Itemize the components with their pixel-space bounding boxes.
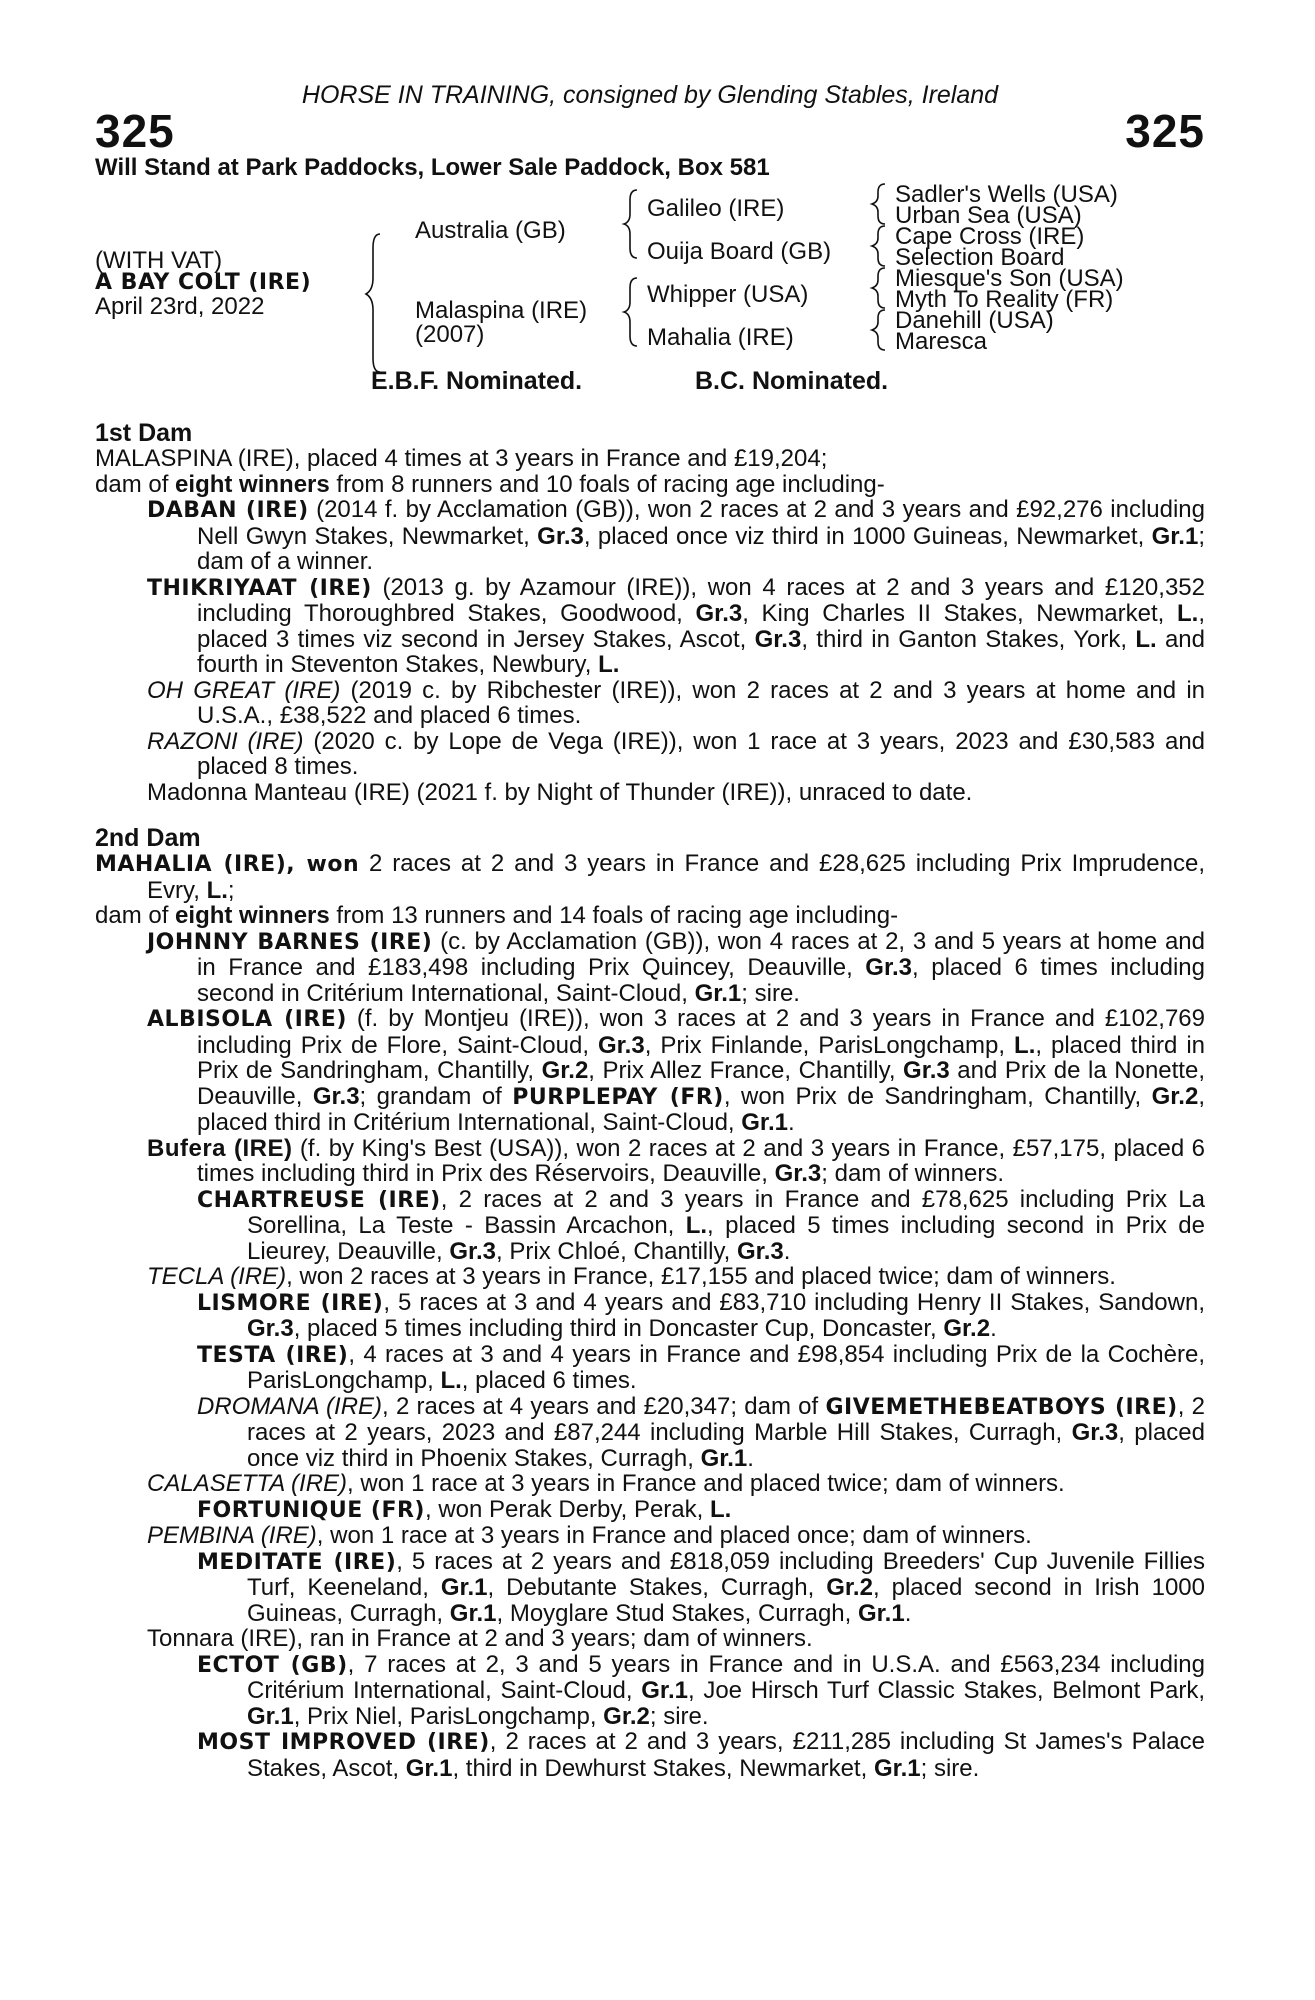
progeny-johnny-barnes: JOHNNY BARNES (IRE) (c. by Acclamation (GB)), won 4 races at 2, 3 and 5 years at home and in France and £183,498 including Prix Quincey, Deauville, Gr.3, placed 6 times including second in Critérium International, Saint-Cloud, Gr.1; sire. (147, 927, 1206, 1007)
dam-name: Malaspina (IRE) (415, 297, 588, 324)
progeny-tecla: TECLA (IRE), won 2 races at 3 years in France, £17,155 and placed twice; dam of winners. (147, 1263, 1116, 1290)
progeny-tonnara: Tonnara (IRE), ran in France at 2 and 3 years; dam of winners. (147, 1625, 813, 1652)
lot-number-left: 325 (95, 105, 175, 157)
progeny-lismore: LISMORE (IRE), 5 races at 3 and 4 years and £83,710 including Henry II Stakes, Sandown, Gr.3, placed 5 times including third in Doncaster Cup, Doncaster, Gr.2. (197, 1288, 1205, 1342)
consignment-line: HORSE IN TRAINING, consigned by Glending Stables, Ireland (301, 81, 999, 109)
progeny-oh-great: OH GREAT (IRE) (2019 c. by Ribchester (IRE)), won 2 races at 2 and 3 years at home and in U.S.A., £38,522 and placed 6 times. (147, 676, 1205, 729)
second-dam-line: MAHALIA (IRE), won 2 races at 2 and 3 years in France and £28,625 including Prix Imprudence, Evry, L.; (95, 850, 1205, 904)
progeny-daban: DABAN (IRE) (2014 f. by Acclamation (GB)), won 2 races at 2 and 3 years and £92,276 including Nell Gwyn Stakes, Newmarket, Gr.3, placed once viz third in 1000 Guineas, Newmarket, Gr.1; dam of a winner. (147, 496, 1206, 575)
progeny-meditate: MEDITATE (IRE), 5 races at 2 years and £818,059 including Breeders' Cup Juvenile Fillies Turf, Keeneland, Gr.1, Debutante Stakes, Curragh, Gr.2, placed second in Irish 1000 Guineas, Curragh, Gr.1, Moyglare Stud Stakes, Curragh, Gr.1. (197, 1547, 1206, 1627)
lot-number-row (95, 105, 1205, 157)
progeny-fortunique: FORTUNIQUE (FR), won Perak Derby, Perak, L. (197, 1495, 732, 1523)
progeny-bufera: Bufera (IRE) (f. by King's Best (USA)), won 2 races at 2 and 3 years in France, £57,175, placed 6 times including third in Prix des Réservoirs, Deauville, Gr.3; dam of winners. (147, 1134, 1205, 1187)
ggp-5: Miesque's Son (USA) (895, 265, 1124, 292)
ggp-7: Danehill (USA) (895, 307, 1054, 334)
progeny-most-improved: MOST IMPROVED (IRE), 2 races at 2 and 3 years, £211,285 including St James's Palace Stakes, Ascot, Gr.1, third in Dewhurst Stakes, Newmarket, Gr.1; sire. (197, 1728, 1205, 1782)
first-dam-produce-line: dam of eight winners from 8 runners and 10 foals of racing age including- (95, 470, 885, 498)
ggp-6: Myth To Reality (FR) (895, 286, 1114, 313)
sire-name: Australia (GB) (415, 217, 566, 244)
foaling-date: April 23rd, 2022 (95, 293, 265, 320)
progeny-thikriyaat: THIKRIYAAT (IRE) (2013 g. by Azamour (IRE)), won 4 races at 2 and 3 years and £120,352 including Thoroughbred Stakes, Goodwood, Gr.3, King Charles II Stakes, Newmarket, L., placed 3 times viz second in Jersey Stakes, Ascot, Gr.3, third in Ganton Stakes, York, L. and fourth in Steventon Stakes, Newbury, L. (147, 573, 1206, 678)
second-dam-produce-line: dam of eight winners from 13 runners and 14 foals of racing age including- (95, 902, 899, 929)
lot-number-right: 325 (1125, 105, 1205, 157)
first-dam-line: MALASPINA (IRE), placed 4 times at 3 years in France and £19,204; (95, 445, 828, 472)
dam-year: (2007) (415, 321, 485, 348)
progeny-ectot: ECTOT (GB), 7 races at 2, 3 and 5 years in France and in U.S.A. and £563,234 including Critérium International, Saint-Cloud, Gr.1, Joe Hirsch Turf Classic Stakes, Belmont Park, Gr.1, Prix Niel, ParisLongchamp, Gr.2; sire. (197, 1650, 1206, 1730)
sire-dam: Ouija Board (GB) (647, 238, 832, 265)
progeny-calasetta: CALASETTA (IRE), won 1 race at 3 years in France and placed twice; dam of winners. (147, 1470, 1065, 1497)
dam-dam: Mahalia (IRE) (647, 324, 794, 351)
vat-note: (WITH VAT) (95, 247, 223, 274)
progeny-albisola: ALBISOLA (IRE) (f. by Montjeu (IRE)), won 3 races at 2 and 3 years in France and £102,769 including Prix de Flore, Saint-Cloud, Gr.3, Prix Finlande, ParisLongchamp, L., placed third in Prix de Sandringham, Chantilly, Gr.2, Prix Allez France, Chantilly, Gr.3 and Prix de la Nonette, Deauville, Gr.3; grandam of PURPLEPAY (FR), won Prix de Sandringham, Chantilly, Gr.2, placed third in Critérium International, Saint-Cloud, Gr.1. (147, 1005, 1206, 1136)
sire-sire: Galileo (IRE) (647, 195, 785, 222)
ggp-2: Urban Sea (USA) (895, 202, 1082, 229)
second-dam-heading: 2nd Dam (95, 824, 201, 852)
horse-name: A BAY COLT (IRE) (95, 270, 312, 295)
pedigree-table (95, 182, 1205, 412)
progeny-madonna-manteau: Madonna Manteau (IRE) (2021 f. by Night of Thunder (IRE)), unraced to date. (147, 778, 973, 806)
ggp-4: Selection Board (895, 244, 1065, 271)
progeny-testa: TESTA (IRE), 4 races at 3 and 4 years in France and £98,854 including Prix de la Cochère, ParisLongchamp, L., placed 6 times. (197, 1340, 1205, 1394)
progeny-dromana: DROMANA (IRE), 2 races at 4 years and £20,347; dam of GIVEMETHEBEATBOYS (IRE), 2 races at 2 years, 2023 and £87,244 including Marble Hill Stakes, Curragh, Gr.3, placed once viz third in Phoenix Stakes, Curragh, Gr.1. (197, 1392, 1205, 1472)
catalogue-page (95, 80, 1205, 1781)
bc-nominated: B.C. Nominated. (695, 367, 889, 395)
ggp-3: Cape Cross (IRE) (895, 223, 1085, 250)
ebf-nominated: E.B.F. Nominated. (371, 367, 583, 395)
pedigree-body (95, 420, 1205, 1781)
progeny-pembina: PEMBINA (IRE), won 1 race at 3 years in France and placed once; dam of winners. (147, 1522, 1032, 1549)
first-dam-heading: 1st Dam (95, 419, 193, 447)
progeny-razoni: RAZONI (IRE) (2020 c. by Lope de Vega (IRE)), won 1 race at 3 years, 2023 and £30,583 and placed 8 times. (147, 727, 1206, 780)
stable-location: Will Stand at Park Paddocks, Lower Sale Paddock, Box 581 (95, 154, 770, 181)
progeny-chartreuse: CHARTREUSE (IRE), 2 races at 2 and 3 years in France and £78,625 including Prix La Sorellina, La Teste - Bassin Arcachon, L., placed 5 times including second in Prix de Lieurey, Deauville, Gr.3, Prix Chloé, Chantilly, Gr.3. (197, 1185, 1205, 1265)
dam-sire: Whipper (USA) (647, 281, 809, 308)
ggp-8: Maresca (895, 328, 988, 355)
ggp-1: Sadler's Wells (USA) (895, 181, 1118, 208)
